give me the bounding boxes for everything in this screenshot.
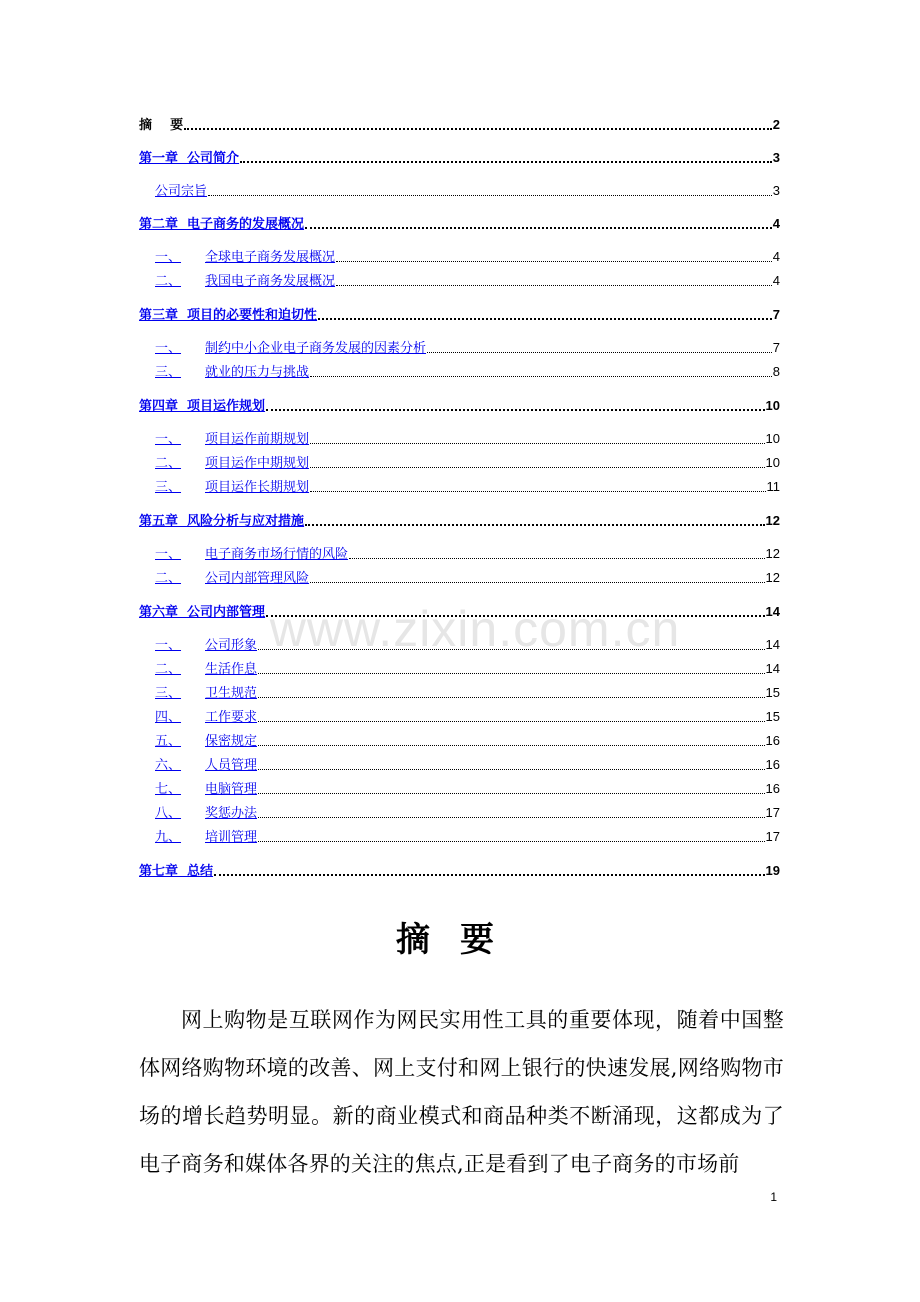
toc-entry-number[interactable]: 三、 [155,365,182,380]
toc-entry-number[interactable]: 二、 [155,571,182,586]
toc-page-number: 3 [772,183,780,198]
toc-entry-title[interactable]: 卫生规范 [205,686,258,701]
toc-section-entry[interactable] [155,661,780,678]
toc-chapter-entry[interactable] [139,513,780,530]
toc-page-number: 17 [765,829,780,844]
toc-entry-number[interactable]: 四、 [155,710,182,725]
toc-entry-title[interactable]: 第六章 公司内部管理 [139,605,266,620]
toc-entry-number[interactable]: 一、 [155,638,182,653]
toc-dot-leader [258,805,765,818]
toc-dot-leader [310,455,765,468]
toc-entry-title[interactable]: 培训管理 [205,830,258,845]
toc-entry-number[interactable]: 九、 [155,830,182,845]
toc-section-entry[interactable] [155,183,780,200]
toc-dot-leader [310,431,765,444]
toc-entry-title[interactable]: 项目运作中期规划 [205,456,310,471]
toc-page-number: 7 [772,307,780,322]
abstract-title: 摘要 [396,920,524,960]
toc-section-entry[interactable] [155,570,780,587]
toc-section-entry[interactable] [155,637,780,654]
toc-dot-leader [336,273,772,286]
toc-page-number: 10 [765,431,780,446]
toc-entry-title[interactable]: 摘 要 [139,118,184,133]
toc-section-entry[interactable] [155,781,780,798]
watermark: www.zixin.com.cn [269,601,681,657]
toc-entry-title[interactable]: 第一章 公司简介 [139,151,240,166]
toc-entry-title[interactable]: 第二章 电子商务的发展概况 [139,217,305,232]
toc-entry-title[interactable]: 公司内部管理风险 [205,571,310,586]
toc-entry-title[interactable]: 第五章 风险分析与应对措施 [139,514,305,529]
toc-entry-title[interactable]: 电子商务市场行情的风险 [205,547,349,562]
toc-entry-number[interactable]: 一、 [155,341,182,356]
toc-entry-title[interactable]: 保密规定 [205,734,258,749]
toc-chapter-entry[interactable] [139,150,780,167]
toc-entry-title[interactable]: 制约中小企业电子商务发展的因素分析 [205,341,427,356]
toc-page-number: 10 [765,398,780,413]
toc-entry-title[interactable]: 项目运作前期规划 [205,432,310,447]
toc-entry-title[interactable]: 第七章 总结 [139,864,214,879]
toc-dot-leader [240,150,772,163]
toc-page-number: 15 [765,685,780,700]
toc-page-number: 17 [765,805,780,820]
toc-section-entry[interactable] [155,364,780,381]
toc-entry-number[interactable]: 六、 [155,758,182,773]
toc-page-number: 12 [765,546,780,561]
toc-entry-number[interactable]: 二、 [155,456,182,471]
toc-section-entry[interactable] [155,757,780,774]
toc-entry-number[interactable]: 一、 [155,547,182,562]
toc-entry-title[interactable]: 生活作息 [205,662,258,677]
toc-dot-leader [427,340,772,353]
toc-section-entry[interactable] [155,685,780,702]
toc-entry-title[interactable]: 工作要求 [205,710,258,725]
toc-section-entry[interactable] [155,546,780,563]
toc-dot-leader [258,757,765,770]
toc-section-entry[interactable] [155,340,780,357]
toc-entry-title[interactable]: 电脑管理 [205,782,258,797]
toc-chapter-entry[interactable] [139,863,780,880]
toc-dot-leader [305,513,764,526]
toc-chapter-entry[interactable] [139,117,780,134]
toc-page-number: 3 [772,150,780,165]
toc-entry-number[interactable]: 三、 [155,480,182,495]
toc-entry-title[interactable]: 人员管理 [205,758,258,773]
toc-page-number: 11 [766,479,780,494]
toc-entry-title[interactable]: 全球电子商务发展概况 [205,250,336,265]
toc-entry-number[interactable]: 二、 [155,274,182,289]
toc-entry-title[interactable]: 就业的压力与挑战 [205,365,310,380]
toc-entry-title[interactable]: 奖惩办法 [205,806,258,821]
toc-entry-title[interactable]: 第三章 项目的必要性和迫切性 [139,308,318,323]
toc-section-entry[interactable] [155,479,780,496]
toc-page-number: 4 [772,216,780,231]
toc-page-number: 19 [765,863,780,878]
toc-page-number: 10 [765,455,780,470]
toc-page-number: 12 [765,513,780,528]
toc-page-number: 8 [772,364,780,379]
abstract-body: 网上购物是互联网作为网民实用性工具的重要体现，随着中国整体网络购物环境的改善、网上支付和网上银行的快速发展,网络购物市场的增长趋势明显。新的商业模式和商品种类不断涌现，这都成为了电子商务和媒体各界的关注的焦点,正是看到了电子商务的市场前 [139,1008,784,1176]
toc-page-number: 14 [765,637,780,652]
toc-page-number: 16 [765,781,780,796]
toc-page-number: 16 [765,733,780,748]
toc-page-number: 2 [772,117,780,132]
toc-dot-leader [258,733,765,746]
toc-dot-leader [184,117,772,130]
toc-dot-leader [349,546,765,559]
toc-chapter-entry[interactable] [139,604,780,621]
toc-dot-leader [258,661,765,674]
toc-dot-leader [258,709,765,722]
toc-entry-number[interactable]: 八、 [155,806,182,821]
toc-section-entry[interactable] [155,273,780,290]
toc-page-number: 4 [772,273,780,288]
toc-entry-number[interactable]: 七、 [155,782,182,797]
toc-dot-leader [336,249,772,262]
toc-entry-title[interactable]: 项目运作长期规划 [205,480,310,495]
toc-page-number: 4 [772,249,780,264]
toc-page-number: 16 [765,757,780,772]
toc-dot-leader [305,216,772,229]
toc-page-number: 7 [772,340,780,355]
toc-entry-number[interactable]: 三、 [155,686,182,701]
toc-section-entry[interactable] [155,805,780,822]
toc-entry-number[interactable]: 二、 [155,662,182,677]
toc-entry-number[interactable]: 五、 [155,734,182,749]
toc-dot-leader [318,307,772,320]
toc-dot-leader [214,863,764,876]
toc-dot-leader [258,637,765,650]
toc-page-number: 15 [765,709,780,724]
toc-section-entry[interactable] [155,829,780,846]
toc-entry-title[interactable]: 公司形象 [205,638,258,653]
toc-dot-leader [258,781,765,794]
toc-page-number: 12 [765,570,780,585]
toc-chapter-entry[interactable] [139,398,780,415]
toc-dot-leader [310,364,772,377]
toc-section-entry[interactable] [155,455,780,472]
page-number: 1 [770,1190,777,1204]
toc-entry-number[interactable]: 一、 [155,432,182,447]
toc-section-entry[interactable] [155,709,780,726]
toc-section-entry[interactable] [155,431,780,448]
toc-dot-leader [310,479,765,492]
toc-dot-leader [208,183,772,196]
toc-dot-leader [258,829,765,842]
toc-entry-title[interactable]: 第四章 项目运作规划 [139,399,266,414]
toc-dot-leader [310,570,765,583]
toc-page-number: 14 [765,661,780,676]
toc-section-entry[interactable] [155,249,780,266]
toc-dot-leader [258,685,765,698]
toc-chapter-entry[interactable] [139,307,780,324]
toc-dot-leader [266,398,764,411]
toc-chapter-entry[interactable] [139,216,780,233]
toc-page-number: 14 [765,604,780,619]
toc-dot-leader [266,604,764,617]
toc-section-entry[interactable] [155,733,780,750]
toc-entry-title[interactable]: 我国电子商务发展概况 [205,274,336,289]
toc-entry-title[interactable]: 公司宗旨 [155,184,208,199]
toc-entry-number[interactable]: 一、 [155,250,182,265]
